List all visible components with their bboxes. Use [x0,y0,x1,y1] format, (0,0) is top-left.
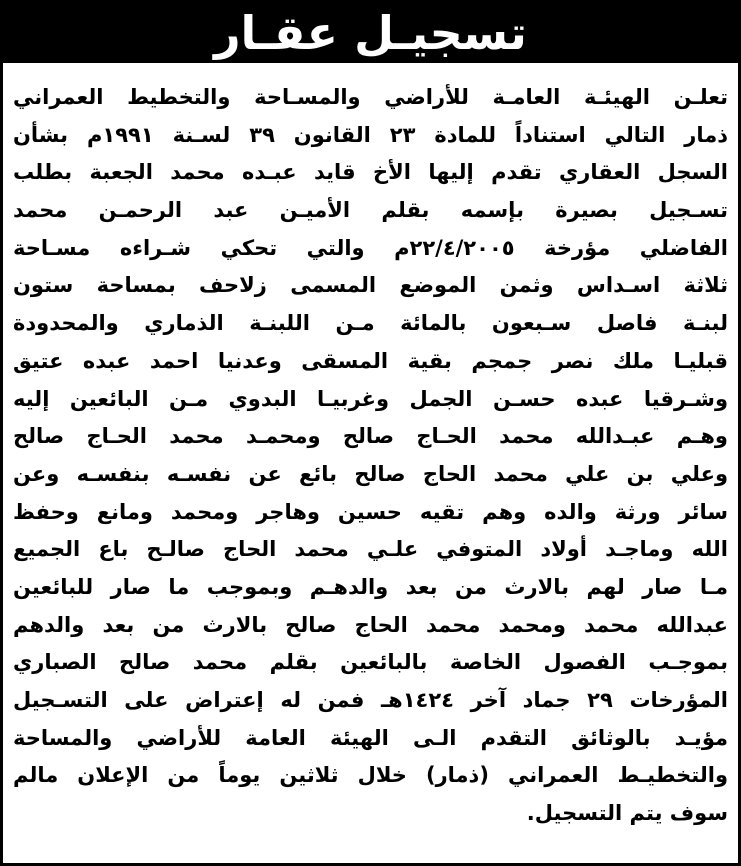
notice-line: وشـرقيا عبده حسـن الجمل وغربيـا البدوي مـن البائعين إليه [13,386,728,411]
notice-line: وعلي بن علي محمد الحاج صالح بائع عن نفسـه بنفسـه وعن [13,461,728,486]
notice-line: ذمار التالي استناداً للمادة ٢٣ القانون ٣٩ لسـنة ١٩٩١م بشأن [13,122,728,147]
notice-line: وهـم عبـدالله محمد الحـاج صالح ومحمـد محمد الحـاج صالح [13,424,728,449]
notice-header-bar [3,3,738,63]
notice-line: تسـجيل بصيرة بإسمه بقلم الأميـن عبد الرحمـن محمد [13,198,728,223]
notice-line: قبليـا ملك نصر جمجم بقية المسقى وعدنيا احمد عبده عتيق [13,348,728,373]
notice-line: السجل العقاري تقدم إليها الأخ قايد عبـده محمد الجعبة بطلب [13,160,728,185]
notice-line: الفاضلي مؤرخة ٢٢/٤/٢٠٠٥م والتي تحكي شـراءه مسـاحة [13,235,728,260]
notice-line: المؤرخات ٢٩ جماد آخر ١٤٢٤هـ فمن له إعتراض على التسـجيل [13,688,728,712]
notice-title: تسجيـل عقـار [214,6,527,60]
notice-line: سوف يتم التسجيل. [526,801,728,826]
notice-line: عبدالله محمد ومحمد محمد الحاج صالح بالارث من بعد والدهم [13,612,728,637]
notice-line: ثلاثة اسـداس وثمن الموضع المسمى زلاحف بمساحة ستون [13,273,728,298]
notice-line: مـا صار لهم بالارث من بعد والدهـم وبموجب ما صار للبائعين [13,574,728,599]
notice-line: سائر ورثة والده وهم تقيه حسين وهاجر ومحمد ومانع وحفظ [13,499,728,524]
notice-line: تعلـن الهيئـة العامـة للأراضي والمسـاحة والتخطيط العمراني [13,85,728,109]
notice-line: الله وماجـد أولاد المتوفي علـي محمد الحاج صالـح باع الجميع [13,537,728,562]
notice-line: لبنـة فاصل سـبعون بالمائة مـن اللبنـة الذماري والمحدودة [13,311,728,336]
notice-line: والتخطيـط العمراني (ذمار) خلال ثلاثين يوماً من الإعلان مالم [13,763,728,788]
notice-body [13,79,728,833]
notice-line: مؤيـد بالوثائق التقدم الـى الهيئة العامة للأراضي والمساحة [13,725,728,750]
notice-line: بموجـب الفصول الخاصة بالبائعين بقلم محمد صالح الصباري [13,650,728,675]
